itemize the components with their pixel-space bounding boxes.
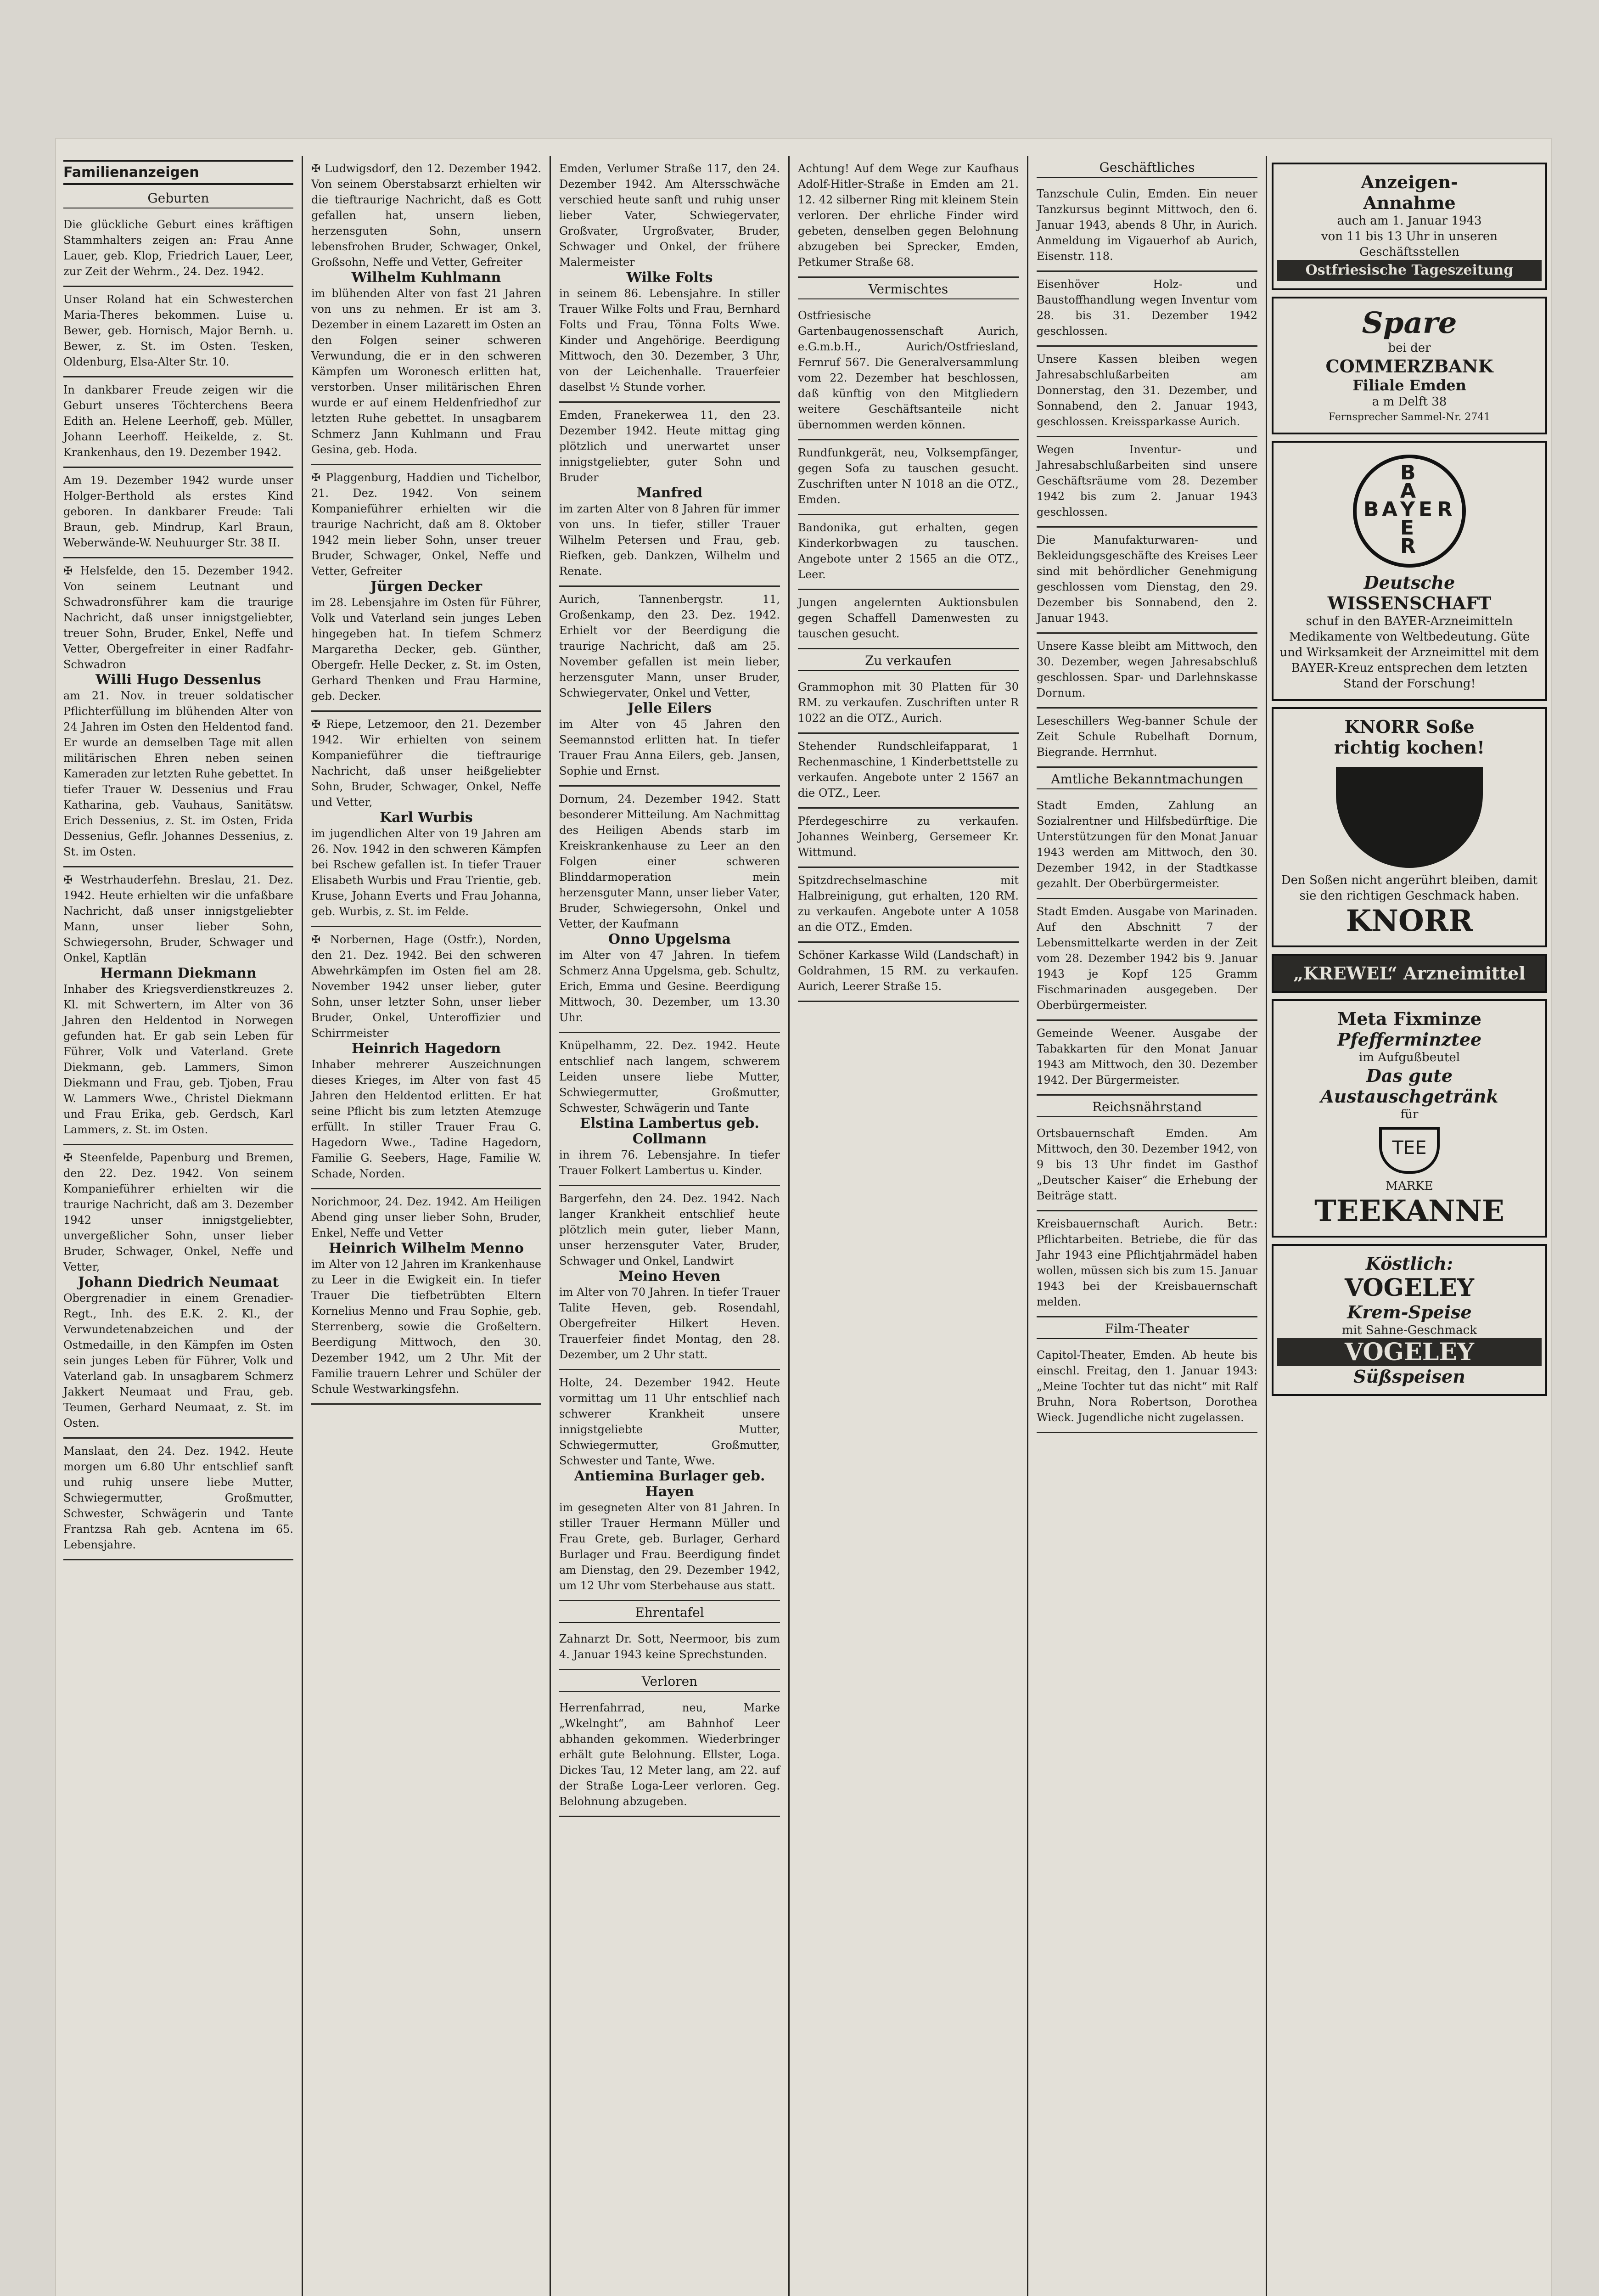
death-notice: ✠ Westrhauderfehn. Breslau, 21. Dez. 1942. Heute erhielten wir die unfaßbare Nachricht, daß unser innigstgeliebter Mann, unser lieber Sohn, Schwiegersohn, Bruder, Schwager und Onkel, Kaptlän Hermann Diekmann Inhaber des Kriegsverdienstkreuzes 2. Kl. mit Schwertern, im Alter von 36 Jahren den Heldentod in Norwegen gefunden hat. Er gab sein Leben für Führer, Volk und Vaterland. Grete Diekmann, geb. Lammers, Simon Diekmann und Frau, geb. Tjoben, Frau W. Lammers Wwe., Christel Diekmann und Frau Erika, geb. Gerdsch, Karl Lammers, z. St. im Osten. — [63, 867, 293, 1145]
death-notice: Emden, Verlumer Straße 117, den 24. Dezember 1942. Am Altersschwäche verschied heute sanft und ruhig unser lieber Vater, Schwiegervater, Großvater, Urgroßvater, Bruder, Schwager und Onkel, der frühere Malermeister Wilke Folts in seinem 86. Lebensjahre. In stiller Trauer Wilke Folts und Frau, Bernhard Folts und Frau, Tönna Folts Wwe. Kinder und Angehörige. Beerdigung Mittwoch, den 30. Dezember, 3 Uhr, von der Leichenhalle. Trauerfeier daselbst ½ Stunde vorher. — [559, 156, 780, 403]
classified-notice: Rundfunkgerät, neu, Volksempfänger, gegen Sofa zu tauschen gesucht. Zuschriften unter N 1018 an die OTZ., Emden. — [798, 440, 1019, 515]
newspaper-page — [55, 138, 1552, 2296]
cooking-pot-icon — [1336, 767, 1483, 868]
deceased-name: Willi Hugo Dessenlus — [95, 672, 261, 688]
teapot-icon: TEE — [1379, 1127, 1440, 1174]
birth-notice: In dankbarer Freude zeigen wir die Geburt unseres Töchterchens Beera Edith an. Helene Leerhoff, geb. Müller, Johann Leerhoff. Heikelde, z. St. Krankenhaus, den 19. Dezember 1942. — [63, 377, 293, 468]
death-notice: ✠ Ludwigsdorf, den 12. Dezember 1942. Von seinem Oberstabsarzt erhielten wir die tieftraurige Nachricht, daß es Gott gefallen hat, unsern lieben, herzensguten Sohn, unsern lebensfrohen Bruder, Schwager, Onkel, Großsohn, Neffe und Vetter, Gefreiter Wilhelm Kuhlmann im blühenden Alter von fast 21 Jahren von uns zu nehmen. Er ist am 3. Dezember in einem Lazarett im Osten an den Folgen seiner schweren Verwundung, die er in den schweren Kämpfen um Woronesch erlitten hat, verstorben. Unser militärischen Ehren wurde er auf einem Heldenfriedhof zur letzten Ruhe gebettet. In unsagbarem Schmerz Jann Kuhlmann und Frau Gesina, geb. Hoda. — [311, 156, 541, 465]
teekanne-logo: TEEKANNE — [1314, 1194, 1504, 1228]
business-notice: Tanzschule Culin, Emden. Ein neuer Tanzkursus beginnt Mittwoch, den 6. Januar 1943, abends 8 Uhr, in Aurich. Anmeldung im Vigauerhof ab Aurich, Eisenstr. 118. — [1037, 181, 1257, 272]
deceased-name: Hermann Diekmann — [100, 965, 257, 981]
classified-notice: Jungen angelernten Auktionsbulen gegen Schaffell Damenwesten zu tauschen gesucht. — [798, 590, 1019, 649]
cross-icon: ✠ — [311, 718, 326, 731]
agri-notice: Kreisbauernschaft Aurich. Betr.: Pflichtarbeiten. Betriebe, die für das Jahr 1943 eine Pflichtjahrmädel haben wollen, müssen sich bis zum 15. Januar 1943 bei der Kreisbauernschaft melden. — [1037, 1211, 1257, 1317]
death-notice: Emden, Franekerwea 11, den 23. Dezember 1942. Heute mittag ging plötzlich und unerwartet unser innigstgeliebter, guter Sohn und Bruder Manfred im zarten Alter von 8 Jahren für immer von uns. In tiefer, stiller Trauer Wilhelm Petersen und Frau, geb. Riefken, geb. Dankzen, Wilhelm und Renate. — [559, 403, 780, 587]
classified-notice: Achtung! Auf dem Wege zur Kaufhaus Adolf-Hitler-Straße in Emden am 21. 12. 42 silberner Ring mit kleinem Stein verloren. Der ehrliche Finder wird gebeten, denselben gegen Belohnung abzugeben bei Sprecker, Emden, Petkumer Straße 68. — [798, 156, 1019, 278]
column-death-notices-2 — [303, 156, 551, 2296]
subheading-ehrentafel: Ehrentafel — [559, 1605, 780, 1623]
vogeley-logo: VOGELEY — [1344, 1274, 1475, 1302]
for-sale-notice: Schöner Karkasse Wild (Landschaft) in Goldrahmen, 15 RM. zu verkaufen. Aurich, Leerer Straße 15. — [798, 943, 1019, 1002]
subheading-births: Geburten — [63, 191, 293, 208]
subheading-misc: Vermischtes — [798, 281, 1019, 299]
birth-notice: Die glückliche Geburt eines kräftigen Stammhalters zeigen an: Frau Anne Lauer, geb. Klop, Friedrich Lauer, Leer, zur Zeit der Wehrm., 24. Dez. 1942. — [63, 212, 293, 287]
for-sale-notice: Pferdegeschirre zu verkaufen. Johannes Weinberg, Gersemeer Kr. Wittmund. — [798, 809, 1019, 868]
deceased-name: Elstina Lambertus geb. Collmann — [580, 1115, 759, 1147]
death-notice: Manslaat, den 24. Dez. 1942. Heute morgen um 6.80 Uhr entschlief sanft und ruhig unsere liebe Mutter, Schwiegermutter, Großmutter, Schwester, Schwägerin und Tante Frantzsa Rah geb. Acntena im 65. Lebensjahre. — [63, 1439, 293, 1560]
official-notice: Stadt Emden, Zahlung an Sozialrentner und Hilfsbedürftige. Die Unterstützungen für den Monat Januar 1943 werden am Mittwoch, den 30. Dezember 1942, in der Stadtkasse gezahlt. Der Oberbürgermeister. — [1037, 793, 1257, 899]
death-notice: ✠ Norbernen, Hage (Ostfr.), Norden, den 21. Dez. 1942. Bei den schweren Abwehrkämpfen im Osten fiel am 28. November 1942 unser lieber, guter Sohn, unser letzter Sohn, unser lieber Bruder, Onkel, Unteroffizier und Schirrmeister Heinrich Hagedorn Inhaber mehrerer Auszeichnungen dieses Krieges, im Alter von fast 45 Jahren den Heldentod erlitten. Er hat seine Pflicht bis zum letzten Atemzuge erfüllt. In stiller Trauer Frau G. Hagedorn Wwe., Tadine Hagedorn, Familie G. Seebers, Hage, Familie W. Schade, Norden. — [311, 927, 541, 1189]
classified-notice: Bandonika, gut erhalten, gegen Kinderkorbwagen zu tauschen. Angebote unter 2 1565 an die OTZ., Leer. — [798, 515, 1019, 590]
cross-icon: ✠ — [63, 873, 81, 886]
deceased-name: Antiemina Burlager geb. Hayen — [574, 1468, 765, 1500]
death-notice: Aurich, Tannenbergstr. 11, Großenkamp, den 23. Dez. 1942. Erhielt vor der Beerdigung die traurige Nachricht, daß am 25. November gefallen ist mein lieber, herzensguter Mann, unser Bruder, Schwiegervater, Onkel und Vetter, Jelle Eilers im Alter von 45 Jahren den Seemannstod erlitten hat. In tiefer Trauer Frau Anna Eilers, geb. Jansen, Sophie und Ernst. — [559, 587, 780, 787]
classified-notice: Ostfriesische Gartenbaugenossenschaft Aurich, e.G.m.b.H., Aurich/Ostfriesland, Fernruf 567. Die Generalversammlung vom 22. Dezember hat beschlossen, daß künftig von den Mitgliedern weitere Geschäftsanteile nicht übernommen werden können. — [798, 303, 1019, 440]
subheading-business: Geschäftliches — [1037, 160, 1257, 178]
newspaper-brand: Ostfriesische Tageszeitung — [1277, 260, 1542, 281]
death-notice: ✠ Helsfelde, den 15. Dezember 1942. Von seinem Leutnant und Schwadronsführer kam die traurige Nachricht, daß unser innigstgeliebter, treuer Sohn, Bruder, Enkel, Neffe und Vetter, Obergefreiter in einer Radfahr-Schwadron Willi Hugo Dessenlus am 21. Nov. in treuer soldatischer Pflichterfüllung im blühenden Alter von 24 Jahren im Osten den Heldentod fand. Er wurde an demselben Tage mit allen militärischen Ehren neben seinen Kameraden zur letzten Ruhe gebettet. In tiefer Trauer W. Dessenius und Frau Katharina, geb. Vauhaus, Sanitätsw. Erich Dessenius, z. St. im Osten, Frida Dessenius, Geflr. Johannes Dessenius, z. St. im Osten. — [63, 558, 293, 867]
subheading-official: Amtliche Bekanntmachungen — [1037, 771, 1257, 789]
cross-icon: ✠ — [63, 1151, 80, 1164]
cross-icon: ✠ — [63, 564, 80, 577]
subheading-lost: Verloren — [559, 1674, 780, 1692]
death-notice: ✠ Plaggenburg, Haddien und Tichelbor, 21. Dez. 1942. Von seinem Kompanieführer erhielten wir die traurige Nachricht, daß am 8. Oktober 1942 mein lieber Sohn, unser treuer Bruder, Schwager, Onkel, Neffe und Vetter, Gefreiter Jürgen Decker im 28. Lebensjahre im Osten für Führer, Volk und Vaterland sein junges Leben hingegeben hat. In tiefem Schmerz Margaretha Decker, geb. Günther, Obergefr. Helle Decker, z. St. im Osten, Gerhard Thenken und Frau Harmine, geb. Decker. — [311, 465, 541, 712]
knorr-logo: KNORR — [1346, 904, 1473, 938]
subheading-for-sale: Zu verkaufen — [798, 653, 1019, 671]
column-death-notices-3 — [551, 156, 790, 2296]
business-notice: Die Manufakturwaren- und Bekleidungsgeschäfte des Kreises Leer sind mit behördlicher Genehmigung geschlossen vom Dienstag, den 29. Dezember bis Sonnabend, den 2. Januar 1943. — [1037, 528, 1257, 634]
ad-knorr: KNORR Soße richtig kochen! Den Soßen nicht angerührt bleiben, damit sie den richtigen Geschmack haben. KNORR — [1272, 707, 1547, 947]
cross-icon: ✠ — [311, 471, 326, 484]
ad-commerzbank: Spare bei der COMMERZBANK Filiale Emden a m Delft 38 Fernsprecher Sammel-Nr. 2741 — [1272, 297, 1547, 434]
death-notice: Knüpelhamm, 22. Dez. 1942. Heute entschlief nach langem, schwerem Leiden unsere liebe Mutter, Schwiegermutter, Großmutter, Schwester, Schwägerin und Tante Elstina Lambertus geb. Collmann in ihrem 76. Lebensjahre. In tiefer Trauer Folkert Lambertus u. Kinder. — [559, 1033, 780, 1186]
deceased-name: Heinrich Wilhelm Menno — [329, 1240, 524, 1256]
film-notice: Capitol-Theater, Emden. Ab heute bis einschl. Freitag, den 1. Januar 1943: „Meine Tochter tut das nicht“ mit Ralf Bruhn, Nora Robertson, Dorothea Wieck. Jugendliche nicht zugelassen. — [1037, 1343, 1257, 1433]
business-notice: Eisenhöver Holz- und Baustoffhandlung wegen Inventur vom 28. bis 31. Dezember 1942 geschlossen. — [1037, 272, 1257, 347]
cross-icon: ✠ — [311, 933, 330, 946]
business-notice: Unsere Kassen bleiben wegen Jahresabschlußarbeiten am Donnerstag, den 31. Dezember, und Sonnabend, den 2. Januar 1943, geschlossen. Kreissparkasse Aurich. — [1037, 347, 1257, 437]
ad-bayer: B A B A Y E R E R Deutsche WISSENSCHAFT schuf in den BAYER-Arzneimitteln Medikamente von Weltbedeutung. Güte und Wirksamkeit der Arzneimittel mit dem BAYER-Kreuz entsprechen dem letzten Stand der Forschung! — [1272, 441, 1547, 701]
cross-icon: ✠ — [311, 162, 325, 175]
column-business — [1028, 156, 1267, 2296]
ad-krewel: „KREWEL“ Arzneimittel — [1272, 954, 1547, 993]
deceased-name: Karl Wurbis — [380, 810, 473, 826]
lost-notice: Herrenfahrrad, neu, Marke „Wkelnght“, am Bahnhof Leer abhanden gekommen. Wiederbringer erhält gute Belohnung. Ellster, Loga. Dickes Tau, 12 Meter lang, am 22. auf der Straße Loga-Leer verloren. Geg. Belohnung abzugeben. — [559, 1695, 780, 1817]
column-advertisements — [1267, 156, 1552, 2296]
ad-teekanne: Meta Fixminze Pfefferminztee im Aufgußbeutel Das gute Austauschgetränk für TEE MARKE TEEKANNE — [1272, 999, 1547, 1238]
deceased-name: Onno Upgelsma — [608, 931, 731, 947]
deceased-name: Jürgen Decker — [370, 579, 483, 595]
death-notice: Bargerfehn, den 24. Dez. 1942. Nach langer Krankheit entschlief heute plötzlich mein guter, lieber Mann, unser herzensguter Vater, Bruder, Schwager und Onkel, Landwirt Meino Heven im Alter von 70 Jahren. In tiefer Trauer Talite Heven, geb. Rosendahl, Obergefreiter Hilkert Heven. Trauerfeier findet Montag, den 28. Dezember, um 2 Uhr statt. — [559, 1186, 780, 1370]
for-sale-notice: Spitzdrechselmaschine mit Halbreinigung, gut erhalten, 120 RM. zu verkaufen. Angebote unter A 1058 an die OTZ., Emden. — [798, 868, 1019, 943]
death-notice: Norichmoor, 24. Dez. 1942. Am Heiligen Abend ging unser lieber Sohn, Bruder, Enkel, Neffe und Vetter Heinrich Wilhelm Menno im Alter von 12 Jahren im Krankenhause zu Leer in die Ewigkeit ein. In tiefer Trauer Die tiefbetrübten Eltern Kornelius Menno und Frau Sophie, geb. Sterrenberg, sowie die Großeltern. Beerdigung Mittwoch, den 30. Dezember 1942, um 2 Uhr. Mit der Familie trauern Lehrer und Schüler der Schule Westwarkingsfehn. — [311, 1189, 541, 1405]
business-notice: Wegen Inventur- und Jahresabschlußarbeiten sind unsere Geschäftsräume vom 28. Dezember 1942 bis zum 2. Januar 1943 geschlossen. — [1037, 437, 1257, 528]
subheading-film: Film-Theater — [1037, 1321, 1257, 1339]
subheading-reichsnaehrstand: Reichsnährstand — [1037, 1099, 1257, 1117]
for-sale-notice: Grammophon mit 30 Platten für 30 RM. zu verkaufen. Zuschriften unter R 1022 an die OTZ., Aurich. — [798, 675, 1019, 734]
column-classifieds — [790, 156, 1028, 2296]
official-notice: Gemeinde Weener. Ausgabe der Tabakkarten für den Monat Januar 1943 am Mittwoch, den 30. Dezember 1942. Der Bürgermeister. — [1037, 1021, 1257, 1096]
business-notice: Unsere Kasse bleibt am Mittwoch, den 30. Dezember, wegen Jahresabschluß geschlossen. Spar- und Darlehnskasse Dornum. — [1037, 634, 1257, 709]
deceased-name: Wilke Folts — [626, 270, 713, 286]
birth-notice: Am 19. Dezember 1942 wurde unser Holger-Berthold als erstes Kind geboren. In dankbarer Freude: Tali Braun, geb. Mindrup, Karl Braun, Weberwände-W. Neuhuurger Str. 38 II. — [63, 468, 293, 558]
deceased-name: Heinrich Hagedorn — [352, 1041, 501, 1057]
death-notice: Holte, 24. Dezember 1942. Heute vormittag um 11 Uhr entschlief nach schwerer Krankheit unsere innigstgeliebte Mutter, Schwiegermutter, Großmutter, Schwester und Tante, Wwe. Antiemina Burlager geb. Hayen im gesegneten Alter von 81 Jahren. In stiller Trauer Hermann Müller und Frau Grete, geb. Burlager, Gerhard Burlager und Frau. Beerdigung findet am Dienstag, den 29. Dezember 1942, um 12 Uhr vom Sterbehause aus statt. — [559, 1370, 780, 1601]
death-notice: ✠ Steenfelde, Papenburg und Bremen, den 22. Dez. 1942. Von seinem Kompanieführer erhielten wir die traurige Nachricht, daß am 3. Dezember 1942 unser innigstgeliebter, unvergeßlicher Sohn, unser lieber Bruder, Schwager, Onkel, Neffe und Vetter, Johann Diedrich Neumaat Obergrenadier in einem Grenadier-Regt., Inh. des E.K. 2. Kl., der Verwundetenabzeichen und der Ostmedaille, in den Kämpfen im Osten sein junges Leben für Führer, Volk und Vaterland gab. In unsagbarem Schmerz Jakkert Neumaat und Frau, geb. Teumen, Gerhard Neumaat, z. St. im Osten. — [63, 1145, 293, 1439]
deceased-name: Wilhelm Kuhlmann — [351, 270, 501, 286]
ad-vogeley: Köstlich: VOGELEY Krem-Speise mit Sahne-Geschmack VOGELEY Süßspeisen — [1272, 1244, 1547, 1396]
deceased-name: Meino Heven — [618, 1268, 721, 1284]
official-notice: Stadt Emden. Ausgabe von Marinaden. Auf den Abschnitt 7 der Lebensmittelkarte werden in der Zeit vom 28. Dezember 1942 bis 9. Januar 1943 je Kopf 125 Gramm Fischmarinaden ausgegeben. Der Oberbürgermeister. — [1037, 899, 1257, 1021]
ad-anzeigen-annahme: Anzeigen- Annahme auch am 1. Januar 1943 von 11 bis 13 Uhr in unseren Geschäftsstellen Ostfriesische Tageszeitung — [1272, 163, 1547, 290]
for-sale-notice: Stehender Rundschleifapparat, 1 Rechenmaschine, 1 Kinderbettstelle zu verkaufen. Angebote unter 2 1567 an die OTZ., Leer. — [798, 734, 1019, 809]
business-notice: Leseschillers Weg-banner Schule der Zeit Schule Rubelhaft Dornum, Biegrande. Herrnhut. — [1037, 709, 1257, 768]
ehrentafel-notice: Zahnarzt Dr. Sott, Neermoor, bis zum 4. Januar 1943 keine Sprechstunden. — [559, 1626, 780, 1670]
deceased-name: Johann Diedrich Neumaat — [78, 1274, 279, 1290]
deceased-name: Manfred — [636, 485, 703, 501]
bayer-cross-logo: B A B A Y E R E R — [1353, 455, 1466, 568]
death-notice: Dornum, 24. Dezember 1942. Statt besonderer Mitteilung. Am Nachmittag des Heiligen Abends starb im Kreiskrankenhause zu Leer an den Folgen einer schweren Blinddarmoperation mein herzensguter Mann, unser lieber Vater, Bruder, Schwiegersohn, Onkel und Vetter, der Kaufmann Onno Upgelsma im Alter von 47 Jahren. In tiefem Schmerz Anna Upgelsma, geb. Schultz, Erich, Emma und Gesine. Beerdigung Mittwoch, 30. Dezember, um 13.30 Uhr. — [559, 787, 780, 1033]
deceased-name: Jelle Eilers — [627, 700, 712, 716]
birth-notice: Unser Roland hat ein Schwesterchen Maria-Theres bekommen. Luise u. Bewer, geb. Hornisch, Major Bernh. u. Bewer, z. St. im Osten. Tesken, Oldenburg, Elsa-Alter Str. 10. — [63, 287, 293, 377]
death-notice: ✠ Riepe, Letzemoor, den 21. Dezember 1942. Wir erhielten von seinem Kompanieführer die tieftraurige Nachricht, daß unser heißgeliebter Sohn, Bruder, Schwager, Onkel, Neffe und Vetter, Karl Wurbis im jugendlichen Alter von 19 Jahren am 26. Nov. 1942 in den schweren Kämpfen bei Rschew gefallen ist. In tiefer Trauer Elisabeth Wurbis und Frau Trientie, geb. Kruse, Johann Everts und Frau Johanna, geb. Wurbis, z. St. im Felde. — [311, 712, 541, 927]
column-family-notices — [55, 156, 303, 2296]
agri-notice: Ortsbauernschaft Emden. Am Mittwoch, den 30. Dezember 1942, von 9 bis 13 Uhr findet im Gasthof „Deutscher Kaiser“ die Erhebung der Beiträge statt. — [1037, 1121, 1257, 1211]
section-heading-family: Familienanzeigen — [63, 160, 293, 185]
